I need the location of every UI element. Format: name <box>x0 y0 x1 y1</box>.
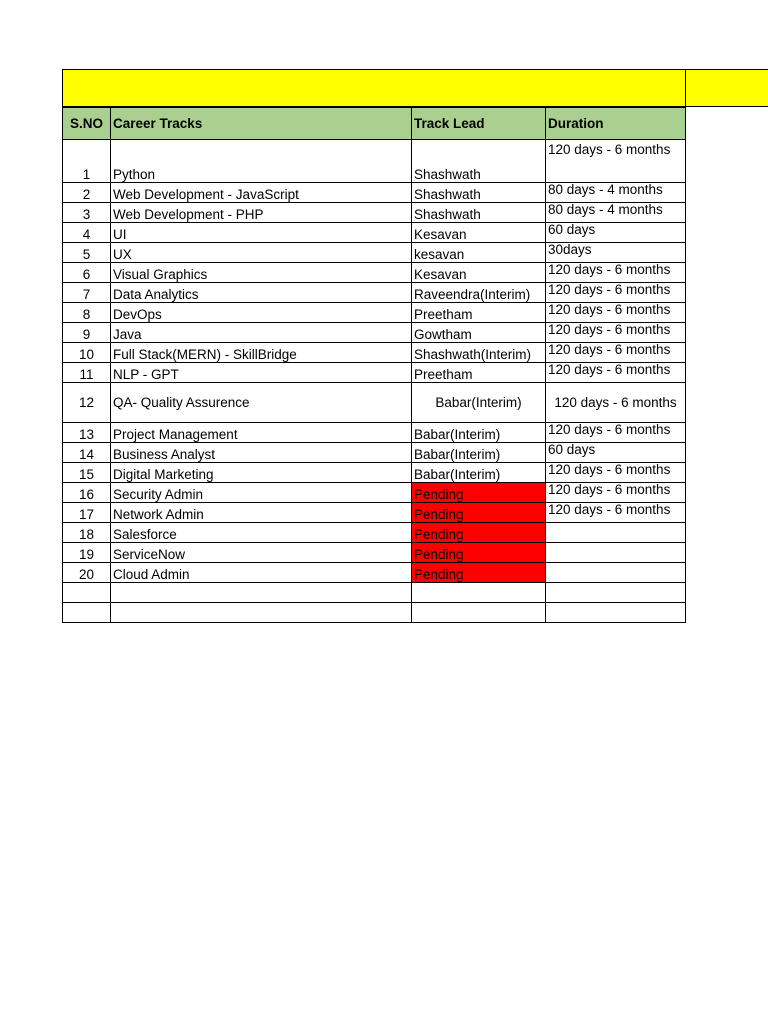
cell-track-lead[interactable]: Shashwath <box>412 183 546 203</box>
table-row <box>63 523 686 543</box>
cell-track-lead[interactable]: Kesavan <box>412 263 546 283</box>
cell-track-lead[interactable]: Preetham <box>412 303 546 323</box>
cell-duration[interactable]: 30days <box>546 243 686 263</box>
career-tracks-table <box>62 107 686 623</box>
cell-track-lead[interactable]: Pending <box>412 503 546 523</box>
table-row <box>63 443 686 463</box>
table-row <box>63 503 686 523</box>
cell-sno[interactable] <box>63 583 111 603</box>
cell-track-lead[interactable]: Shashwath <box>412 203 546 223</box>
table-row <box>63 423 686 443</box>
cell-track-lead[interactable]: Raveendra(Interim) <box>412 283 546 303</box>
cell-sno[interactable]: 8 <box>63 303 111 323</box>
cell-duration[interactable]: 120 days - 6 months <box>546 423 686 443</box>
header-row <box>63 108 686 140</box>
cell-duration[interactable]: 120 days - 6 months <box>546 343 686 363</box>
table-row <box>63 243 686 263</box>
empty-row <box>63 603 686 623</box>
cell-duration[interactable]: 80 days - 4 months <box>546 183 686 203</box>
cell-duration[interactable] <box>546 603 686 623</box>
cell-career-track[interactable]: ServiceNow <box>111 543 412 563</box>
cell-sno[interactable]: 2 <box>63 183 111 203</box>
cell-track-lead[interactable]: Babar(Interim) <box>412 423 546 443</box>
cell-sno[interactable]: 12 <box>63 383 111 423</box>
cell-duration[interactable]: 120 days - 6 months <box>546 323 686 343</box>
cell-career-track[interactable]: Digital Marketing <box>111 463 412 483</box>
cell-sno[interactable]: 15 <box>63 463 111 483</box>
cell-career-track[interactable] <box>111 583 412 603</box>
cell-sno[interactable]: 19 <box>63 543 111 563</box>
cell-career-track[interactable]: Java <box>111 323 412 343</box>
cell-sno[interactable]: 3 <box>63 203 111 223</box>
cell-track-lead[interactable]: Preetham <box>412 363 546 383</box>
cell-sno[interactable]: 5 <box>63 243 111 263</box>
table-row <box>63 543 686 563</box>
cell-track-lead[interactable]: Shashwath <box>412 140 546 183</box>
table-row <box>63 343 686 363</box>
cell-duration[interactable]: 60 days <box>546 443 686 463</box>
cell-duration[interactable]: 120 days - 6 months <box>546 303 686 323</box>
cell-career-track[interactable]: Network Admin <box>111 503 412 523</box>
empty-row <box>63 583 686 603</box>
cell-track-lead[interactable]: Babar(Interim) <box>412 443 546 463</box>
cell-career-track[interactable]: Project Management <box>111 423 412 443</box>
cell-career-track[interactable]: Salesforce <box>111 523 412 543</box>
cell-career-track[interactable]: Cloud Admin <box>111 563 412 583</box>
cell-career-track[interactable] <box>111 603 412 623</box>
cell-track-lead[interactable]: Pending <box>412 483 546 503</box>
table-row <box>63 183 686 203</box>
table-row <box>63 483 686 503</box>
cell-sno[interactable]: 13 <box>63 423 111 443</box>
cell-sno[interactable]: 17 <box>63 503 111 523</box>
cell-duration[interactable]: 120 days - 6 months <box>546 263 686 283</box>
cell-duration[interactable] <box>546 543 686 563</box>
cell-sno[interactable] <box>63 603 111 623</box>
cell-duration[interactable] <box>546 583 686 603</box>
cell-sno[interactable]: 4 <box>63 223 111 243</box>
header-track-lead[interactable]: Track Lead <box>412 108 546 140</box>
cell-career-track[interactable]: QA- Quality Assurence <box>111 383 412 423</box>
cell-career-track[interactable]: Python <box>111 140 412 183</box>
cell-duration[interactable]: 120 days - 6 months <box>546 283 686 303</box>
cell-career-track[interactable]: NLP - GPT <box>111 363 412 383</box>
cell-track-lead[interactable]: Pending <box>412 563 546 583</box>
cell-sno[interactable]: 9 <box>63 323 111 343</box>
cell-career-track[interactable]: Business Analyst <box>111 443 412 463</box>
title-bar <box>62 69 768 107</box>
cell-duration[interactable] <box>546 523 686 543</box>
title-bar-divider <box>685 70 686 106</box>
cell-sno[interactable]: 11 <box>63 363 111 383</box>
cell-career-track[interactable]: Data Analytics <box>111 283 412 303</box>
cell-track-lead[interactable]: Babar(Interim) <box>412 383 546 423</box>
table-row <box>63 563 686 583</box>
table-row <box>63 303 686 323</box>
cell-track-lead[interactable]: Pending <box>412 543 546 563</box>
cell-track-lead[interactable]: Gowtham <box>412 323 546 343</box>
cell-track-lead[interactable] <box>412 603 546 623</box>
header-career-tracks[interactable]: Career Tracks <box>111 108 412 140</box>
cell-track-lead[interactable]: Kesavan <box>412 223 546 243</box>
cell-duration[interactable]: 120 days - 6 months <box>546 140 686 183</box>
cell-duration[interactable]: 120 days - 6 months <box>546 463 686 483</box>
cell-sno[interactable]: 18 <box>63 523 111 543</box>
cell-duration[interactable] <box>546 563 686 583</box>
cell-career-track[interactable]: Security Admin <box>111 483 412 503</box>
cell-career-track[interactable]: UI <box>111 223 412 243</box>
cell-career-track[interactable]: Web Development - PHP <box>111 203 412 223</box>
cell-track-lead[interactable]: Shashwath(Interim) <box>412 343 546 363</box>
cell-career-track[interactable]: Visual Graphics <box>111 263 412 283</box>
table-row <box>63 263 686 283</box>
table-row <box>63 283 686 303</box>
cell-track-lead[interactable]: Babar(Interim) <box>412 463 546 483</box>
cell-sno[interactable]: 1 <box>63 140 111 183</box>
cell-duration[interactable]: 120 days - 6 months <box>546 363 686 383</box>
cell-duration[interactable]: 120 days - 6 months <box>546 503 686 523</box>
cell-career-track[interactable]: UX <box>111 243 412 263</box>
cell-duration[interactable]: 60 days <box>546 223 686 243</box>
table-row <box>63 323 686 343</box>
table-row <box>63 363 686 383</box>
table-row <box>63 383 686 423</box>
cell-career-track[interactable]: Web Development - JavaScript <box>111 183 412 203</box>
cell-career-track[interactable]: Full Stack(MERN) - SkillBridge <box>111 343 412 363</box>
cell-track-lead[interactable] <box>412 583 546 603</box>
cell-duration[interactable]: 80 days - 4 months <box>546 203 686 223</box>
cell-track-lead[interactable]: Pending <box>412 523 546 543</box>
cell-track-lead[interactable]: kesavan <box>412 243 546 263</box>
cell-sno[interactable]: 20 <box>63 563 111 583</box>
table-row <box>63 203 686 223</box>
cell-sno[interactable]: 7 <box>63 283 111 303</box>
cell-duration[interactable]: 120 days - 6 months <box>546 483 686 503</box>
cell-sno[interactable]: 14 <box>63 443 111 463</box>
table-row <box>63 463 686 483</box>
cell-sno[interactable]: 16 <box>63 483 111 503</box>
cell-career-track[interactable]: DevOps <box>111 303 412 323</box>
cell-sno[interactable]: 6 <box>63 263 111 283</box>
table-row <box>63 140 686 183</box>
cell-duration[interactable]: 120 days - 6 months <box>546 383 686 423</box>
table-row <box>63 223 686 243</box>
header-duration[interactable]: Duration <box>546 108 686 140</box>
header-sno[interactable]: S.NO <box>63 108 111 140</box>
cell-sno[interactable]: 10 <box>63 343 111 363</box>
